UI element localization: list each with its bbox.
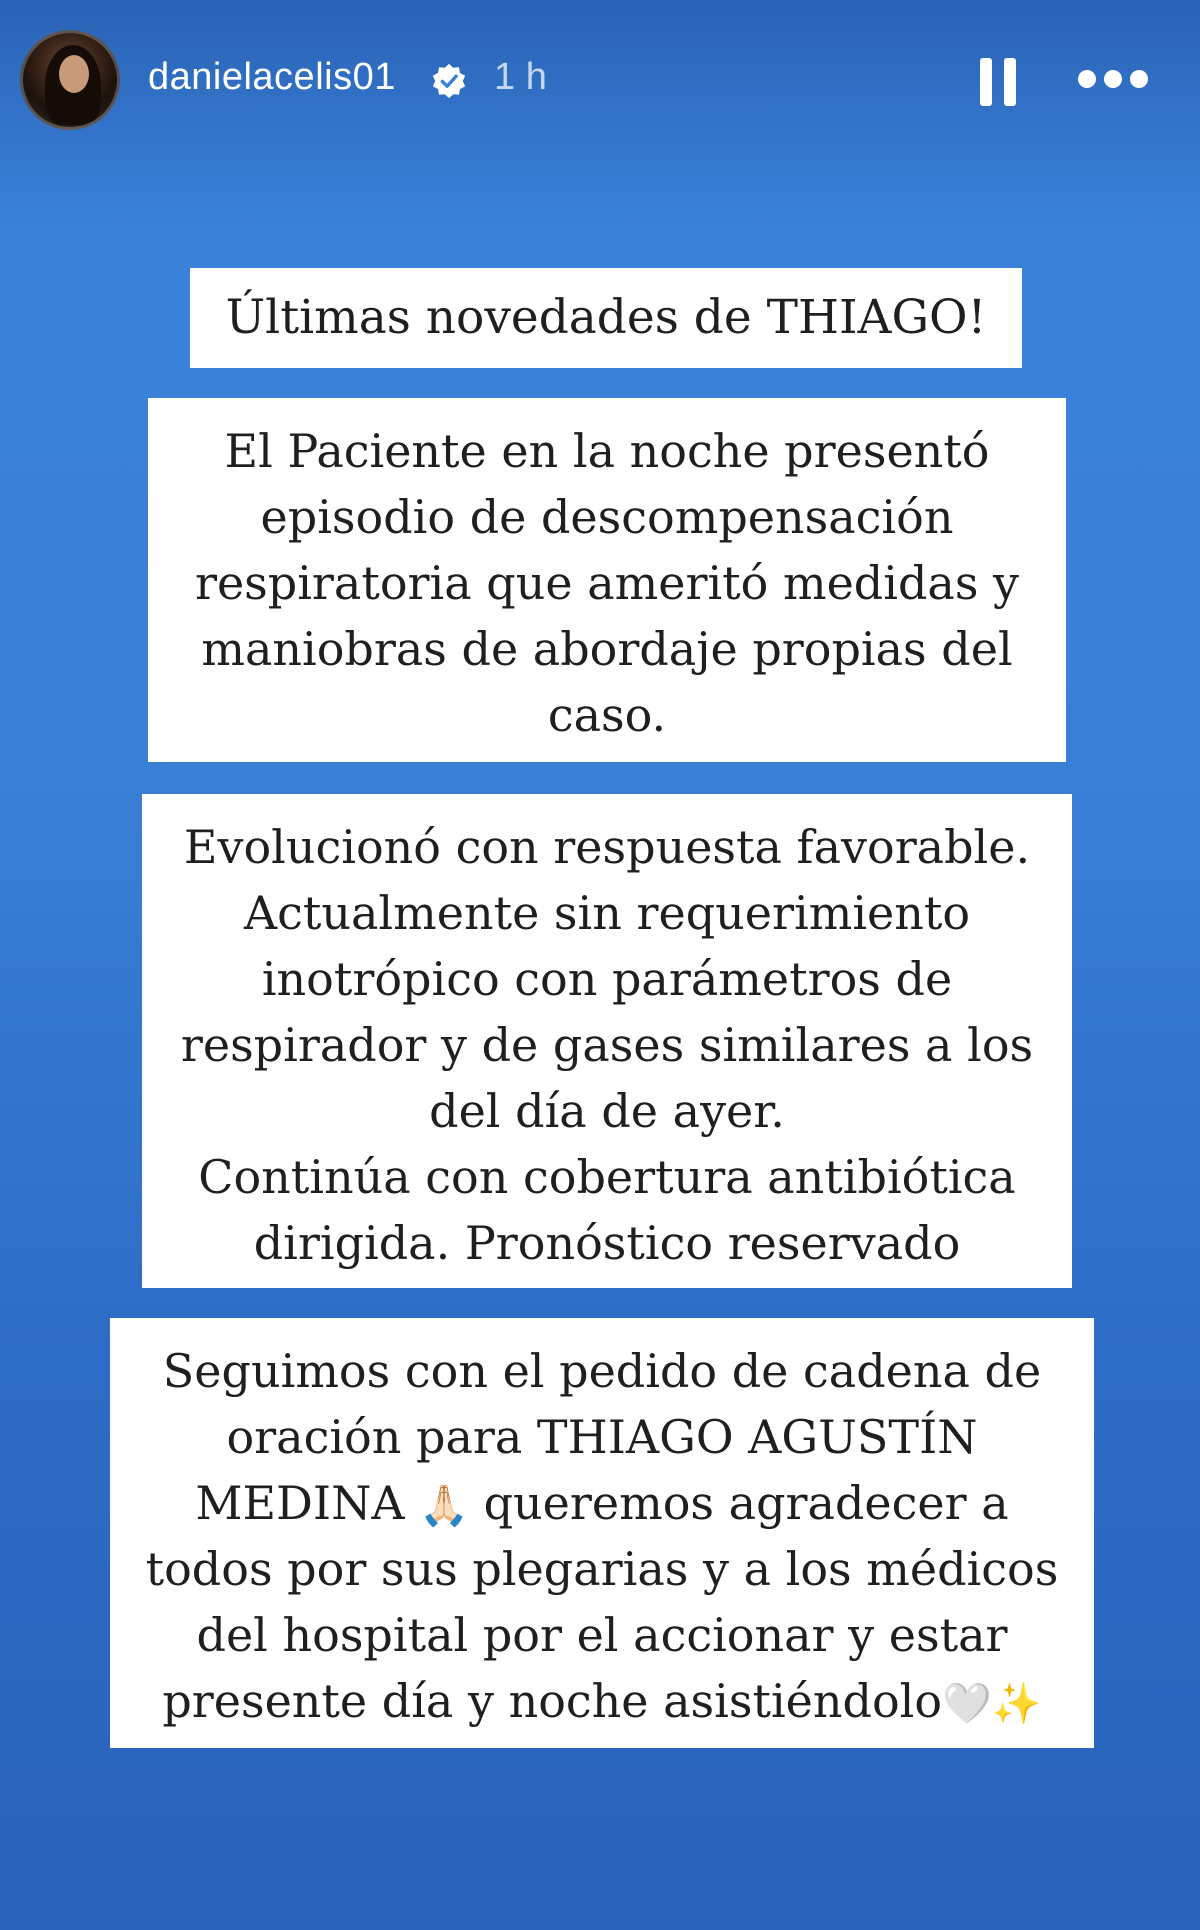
white-heart-sparkles-icon: 🤍✨ [942, 1681, 1042, 1727]
story-text-card-3 [110, 1318, 1094, 1748]
card3-text-part1: Seguimos con el pedido de cadena de oración para THIAGO AGUSTÍN MEDINA [162, 1344, 1042, 1530]
story-header [0, 0, 1200, 170]
verified-badge-icon [430, 62, 468, 100]
story-title-card: Últimas novedades de THIAGO! [190, 268, 1022, 368]
praying-hands-icon: 🙏🏻 [419, 1483, 469, 1529]
profile-avatar[interactable] [20, 30, 120, 130]
more-options-icon[interactable] [1078, 68, 1148, 92]
username-label[interactable]: danielacelis01 [148, 56, 396, 98]
pause-icon[interactable] [980, 58, 1018, 106]
post-time: 1 h [494, 56, 547, 98]
card3-text-part2: queremos agradecer a todos por sus plegarias y a los médicos del hospital por el accionar y estar presente día y noche asistiéndolo [145, 1476, 1059, 1728]
story-text-card-1: El Paciente en la noche presentó episodio de descompensación respiratoria que ameritó medidas y maniobras de abordaje propias del caso. [148, 398, 1066, 762]
story-text-card-2: Evolucionó con respuesta favorable. Actualmente sin requerimiento inotrópico con parámetros de respirador y de gases similares a los del día de ayer. Continúa con cobertura antibiótica dirigida. Pronóstico reservado [142, 794, 1072, 1288]
avatar-face [59, 55, 89, 93]
